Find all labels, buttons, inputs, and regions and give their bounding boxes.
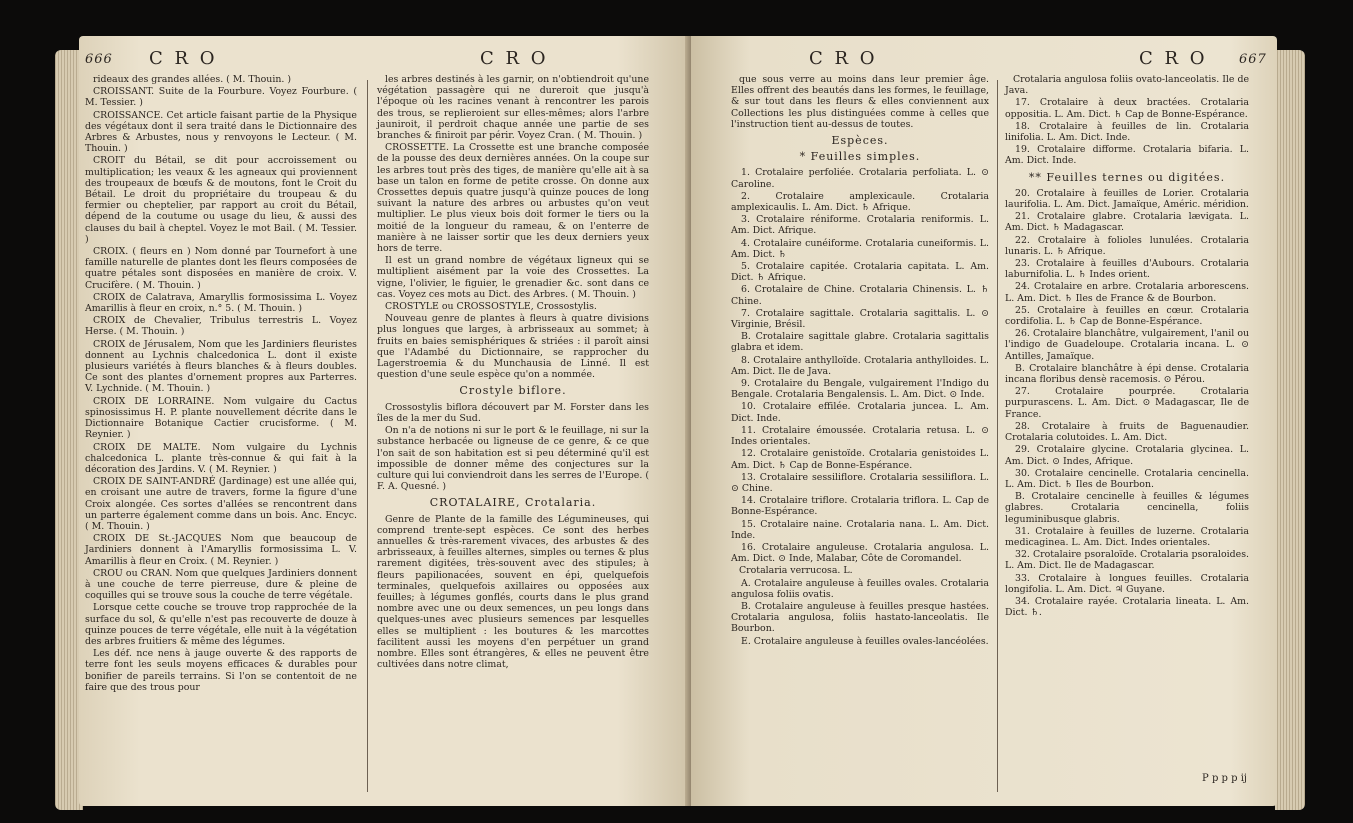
text-paragraph: 17. Crotalaire à deux bractées. Crotalaria oppositia. L. Am. Dict. ♄ Cap de Bonne-Espérance. bbox=[1005, 97, 1249, 120]
text-paragraph: 23. Crotalaire à feuilles d'Aubours. Crotalaria laburnifolia. L. ♄ Indes orient. bbox=[1005, 258, 1249, 281]
text-paragraph: 1. Crotalaire perfoliée. Crotalaria perfoliata. L. ⊙ Caroline. bbox=[731, 167, 989, 190]
right-page bbox=[691, 36, 1277, 806]
text-paragraph: B. Crotalaire blanchâtre à épi dense. Crotalaria incana floribus densè racemosis. ⊙ Pérou. bbox=[1005, 362, 1249, 386]
text-paragraph: CROIX. ( fleurs en ) Nom donné par Tournefort à une famille naturelle de plantes dont les fleurs composées de quatre pétales sont disposées en manière de croix. V. Crucifère. ( M. Thouin. ) bbox=[85, 246, 357, 291]
text-paragraph: CROIX DE MALTE. Nom vulgaire du Lychnis chalcedonica L. plante très-connue & qui fait à la décoration des Jardins. V. ( M. Reynier. ) bbox=[85, 441, 357, 475]
text-paragraph: Lorsque cette couche se trouve trop rapprochée de la surface du sol, & qu'elle n'est pas recouverte de douze à quinze pouces de terre végétale, elle nuit à la végétation des arbres fruitiers & même des légumes. bbox=[85, 602, 357, 647]
right-column-rule bbox=[997, 80, 998, 792]
left-column-2 bbox=[377, 74, 649, 671]
right-page-edges bbox=[1275, 50, 1305, 810]
text-paragraph: 32. Crotalaire psoraloïde. Crotalaria psoraloides. L. Am. Dict. Ile de Madagascar. bbox=[1005, 549, 1249, 572]
text-paragraph: que sous verre au moins dans leur premier âge. Elles offrent des beautés dans les formes, le feuillage, & sur tout dans les fleurs & elles conviennent aux Collections les plus distinguées comme à celles que l'instruction tient au-dessus de toutes. bbox=[731, 74, 989, 130]
text-paragraph: CROU ou CRAN. Nom que quelques Jardiniers donnent à une couche de terre pierreuse, dure & pleine de coquilles qui se trouve sous la couche de terre végétale. bbox=[85, 567, 357, 602]
left-column-rule bbox=[367, 80, 368, 792]
text-paragraph: CROSTYLE ou CROSSOSTYLE, Crossostylis. bbox=[385, 301, 597, 313]
text-paragraph: 19. Crotalaire difforme. Crotalaria bifaria. L. Am. Dict. Inde. bbox=[1005, 144, 1249, 167]
text-paragraph: 2. Crotalaire amplexicaule. Crotalaria amplexicaulis. L. Am. Dict. ♄ Afrique. bbox=[731, 190, 989, 214]
text-paragraph: 3. Crotalaire réniforme. Crotalaria reniformis. L. Am. Dict. Afrique. bbox=[731, 214, 989, 237]
text-paragraph: 29. Crotalaire glycine. Crotalaria glycinea. L. Am. Dict. ⊙ Indes, Afrique. bbox=[1005, 444, 1249, 467]
text-paragraph: 15. Crotalaire naine. Crotalaria nana. L. Am. Dict. Inde. bbox=[731, 518, 989, 541]
text-paragraph: Crotalaria verrucosa. L. bbox=[739, 565, 853, 577]
text-paragraph: 14. Crotalaire triflore. Crotalaria triflora. L. Cap de Bonne-Espérance. bbox=[731, 495, 989, 518]
text-paragraph: 26. Crotalaire blanchâtre, vulgairement, l'anil ou l'indigo de Guadeloupe. Crotalaria incana. L. ⊙ Antilles, Jamaïque. bbox=[1005, 328, 1249, 362]
text-paragraph: 10. Crotalaire effilée. Crotalaria juncea. L. Am. Dict. Inde. bbox=[731, 401, 989, 424]
text-paragraph: 20. Crotalaire à feuilles de Lorier. Crotalaria laurifolia. L. Am. Dict. Jamaïque, Améric. méridion. bbox=[1005, 187, 1249, 211]
text-paragraph: Genre de Plante de la famille des Légumineuses, qui comprend trente-sept espèces. Ce sont des herbes annuelles & très-rarement vivaces, des arbustes & des arbrisseaux, à feuilles alternes, simples ou ternes & plus rarement digitées, très-souvent avec des stipules; à fleurs papilionacées, souvent en épi, quelquefois terminales, quelquefois axillaires ou opposées aux feuilles; à légumes gonflés, courts dans le plus grand nombre avec une ou deux semences, un peu longs dans quelques-unes avec plusieurs semences par lesquelles elles se multiplient : les boutures & les marcottes facilitent aussi les moyens d'en perpétuer un grand nombre. Elles sont étrangères, & elles ne peuvent être cultivées dans notre climat, bbox=[377, 513, 649, 671]
left-head-word-1: C R O bbox=[149, 48, 218, 69]
text-paragraph: 31. Crotalaire à feuilles de luzerne. Crotalaria medicaginea. L. Am. Dict. Indes orientales. bbox=[1005, 525, 1249, 548]
text-paragraph: CROIX DE LORRAINE. Nom vulgaire du Cactus spinosissimus H. P. plante nouvellement décrite dans le Dictionnaire Botanique Cactier crucisforme. ( M. Reynier. ) bbox=[85, 395, 357, 441]
text-paragraph: 5. Crotalaire capitée. Crotalaria capitata. L. Am. Dict. ♄ Afrique. bbox=[731, 261, 989, 284]
text-paragraph: CROIX de Chevalier, Tribulus terrestris L. Voyez Herse. ( M. Thouin. ) bbox=[85, 315, 357, 338]
text-paragraph: Espèces. bbox=[831, 134, 889, 148]
left-head-word-2: C R O bbox=[480, 48, 549, 69]
text-paragraph: 22. Crotalaire à folioles lunulées. Crotalaria lunaris. L. ♄ Afrique. bbox=[1005, 234, 1249, 257]
text-paragraph: ** Feuilles ternes ou digitées. bbox=[1028, 170, 1226, 184]
text-paragraph: Nouveau genre de plantes à fleurs à quatre divisions plus longues que larges, à arbrisseaux au sommet; à fruits en baies semisphériques & striées : il paroît ainsi que l'Adambé du Dictionnaire, se rapprocher du Lagerstroemia & du Munchausia de Linné. Il est question d'une seule espèce qu'on a nommée. bbox=[377, 313, 649, 381]
text-paragraph: On n'a de notions ni sur le port & le feuillage, ni sur la substance herbacée ou ligneuse de ce genre, & ce que l'on sait de son habitation est si peu déterminé qu'il est impossible de donner même des conjectures sur la culture qui lui conviendroit dans les serres de l'Europe. ( F. A. Quesné. ) bbox=[377, 425, 649, 493]
text-paragraph: 24. Crotalaire en arbre. Crotalaria arborescens. L. Am. Dict. ♄ Iles de France & de Bourbon. bbox=[1005, 281, 1249, 304]
text-paragraph: CROSSETTE. La Crossette est une branche composée de la pousse des deux dernières années. On la coupe sur les arbres tout près des tiges, de manière qu'elle ait à sa base un talon en forme de petite crosse. On donne aux Crossettes depuis quatre jusqu'à quinze pouces de long suivant la nature des arbres ou arbustes qu'on veut multiplier. Le plus vieux bois doit former le tiers ou la moitié de la longueur du rameau, & on l'enterre de manière à ne laisser sortir que les deux derniers yeux hors de terre. bbox=[377, 142, 649, 255]
text-paragraph: Crossostylis biflora découvert par M. Forster dans les îles de la mer du Sud. bbox=[377, 401, 649, 424]
text-paragraph: 21. Crotalaire glabre. Crotalaria lævigata. L. Am. Dict. ♄ Madagascar. bbox=[1005, 211, 1249, 234]
text-paragraph: 27. Crotalaire pourprée. Crotalaria purpurascens. L. Am. Dict. ⊙ Madagascar, Ile de France. bbox=[1005, 386, 1249, 420]
text-paragraph: B. Crotalaire sagittale glabre. Crotalaria sagittalis glabra et idem. bbox=[731, 331, 989, 354]
text-paragraph: 25. Crotalaire à feuilles en cœur. Crotalaria cordifolia. L. ♄ Cap de Bonne-Espérance. bbox=[1005, 304, 1249, 328]
right-head-word-1: C R O bbox=[809, 48, 878, 69]
text-paragraph: 33. Crotalaire à longues feuilles. Crotalaria longifolia. L. Am. Dict. ♃ Guyane. bbox=[1005, 572, 1249, 595]
right-column-1 bbox=[731, 74, 989, 648]
text-paragraph: CROTALAIRE, Crotalaria. bbox=[429, 496, 597, 510]
text-paragraph: B. Crotalaire anguleuse à feuilles presque hastées. Crotalaria angulosa, foliis hastato-lanceolatis. Ile Bourbon. bbox=[731, 600, 989, 635]
text-paragraph: CROIX DE St.-JACQUES Nom que beaucoup de Jardiniers donnent à l'Amaryllis formosissima L. V. Amarillis à fleur en Croix. ( M. Reynier. ) bbox=[85, 533, 357, 567]
text-paragraph: E. Crotalaire anguleuse à feuilles ovales-lancéolées. bbox=[741, 635, 989, 647]
text-paragraph: Crostyle biflore. bbox=[459, 384, 567, 398]
left-page-number: 666 bbox=[85, 52, 113, 67]
text-paragraph: 12. Crotalaire genistoïde. Crotalaria genistoides L. Am. Dict. ♄ Cap de Bonne-Espérance. bbox=[731, 448, 989, 471]
text-paragraph: 30. Crotalaire cencinelle. Crotalaria cencinella. L. Am. Dict. ♄ Iles de Bourbon. bbox=[1005, 467, 1249, 490]
right-page-number: 667 bbox=[1239, 52, 1267, 67]
signature-mark: P p p p ij bbox=[1202, 773, 1247, 784]
text-paragraph: 18. Crotalaire à feuilles de lin. Crotalaria linifolia. L. Am. Dict. Inde. bbox=[1005, 120, 1249, 144]
text-paragraph: 28. Crotalaire à fruits de Baguenaudier. Crotalaria colutoides. L. Am. Dict. bbox=[1005, 420, 1249, 444]
left-running-head bbox=[85, 48, 685, 70]
text-paragraph: 8. Crotalaire anthylloïde. Crotalaria anthylloides. L. Am. Dict. Ile de Java. bbox=[731, 354, 989, 377]
text-paragraph: 34. Crotalaire rayée. Crotalaria lineata. L. Am. Dict. ♄. bbox=[1005, 595, 1249, 619]
text-paragraph: CROIT du Bétail, se dit pour accroissement ou multiplication; les veaux & les agneaux qui proviennent des troupeaux de bœufs & de moutons, font le Croit du Bétail. Le droit du propriétaire du troupeau & du fermier ou cheptelier, par rapport au croit du Bétail, dépend de la coutume ou usage du lieu, & aussi des clauses du bail à cheptel. Voyez le mot Bail. ( M. Tessier. ) bbox=[85, 155, 357, 245]
text-paragraph: CROIX DE SAINT-ANDRÉ (Jardinage) est une allée qui, en croisant une autre de travers, forme la figure d'une Croix alongée. Ces sortes d'allées se rencontrent dans un parterre également comme dans un bois. Anc. Encyc. ( M. Thouin. ) bbox=[85, 476, 357, 532]
text-paragraph: rideaux des grandes allées. ( M. Thouin. ) bbox=[93, 74, 291, 85]
text-paragraph: 13. Crotalaire sessiliflore. Crotalaria sessiliflora. L. ⊙ Chine. bbox=[731, 471, 989, 494]
text-paragraph: 4. Crotalaire cunéiforme. Crotalaria cuneiformis. L. Am. Dict. ♄ bbox=[731, 237, 989, 260]
text-paragraph: 9. Crotalaire du Bengale, vulgairement l'Indigo du Bengale. Crotalaria Bengalensis. L. Am. Dict. ⊙ Inde. bbox=[731, 378, 989, 401]
text-paragraph: 7. Crotalaire sagittale. Crotalaria sagittalis. L. ⊙ Virginie, Brésil. bbox=[731, 307, 989, 331]
text-paragraph: A. Crotalaire anguleuse à feuilles ovales. Crotalaria angulosa foliis ovatis. bbox=[731, 577, 989, 600]
text-paragraph: CROIX de Calatrava, Amaryllis formosissima L. Voyez Amarillis à fleur en croix, n.° 5. ( M. Thouin. ) bbox=[85, 291, 357, 315]
right-head-word-2: C R O bbox=[1139, 48, 1208, 69]
text-paragraph: les arbres destinés à les garnir, on n'obtiendroit qu'une végétation passagère qui ne dureroit que jusqu'à l'époque où les racines venant à rencontrer les parois des trous, se replieroient sur elles-mêmes; alors l'arbre jauniroit, il perdroit chaque année une partie de ses branches & finiroit par périr. Voyez Cran. ( M. Thouin. ) bbox=[377, 74, 649, 142]
text-paragraph: 11. Crotalaire émoussée. Crotalaria retusa. L. ⊙ Indes orientales. bbox=[731, 424, 989, 448]
text-paragraph: B. Crotalaire cencinelle à feuilles & légumes glabres. Crotalaria cencinella, foliis leguminibusque glabris. bbox=[1005, 491, 1249, 525]
open-book bbox=[55, 28, 1305, 818]
text-paragraph: * Feuilles simples. bbox=[799, 150, 921, 164]
text-paragraph: 6. Crotalaire de Chine. Crotalaria Chinensis. L. ♄ Chine. bbox=[731, 284, 989, 307]
left-column-1 bbox=[85, 74, 357, 694]
text-paragraph: Il est un grand nombre de végétaux ligneux qui se multiplient aisément par la voie des Crossettes. La vigne, l'olivier, le figuier, le grenadier &c. sont dans ce cas. Voyez ces mots au Dict. des Arbres. ( M. Thouin. ) bbox=[377, 255, 649, 300]
text-paragraph: Crotalaria angulosa foliis ovato-lanceolatis. Ile de Java. bbox=[1005, 74, 1249, 97]
text-paragraph: CROISSANCE. Cet article faisant partie de la Physique des végétaux dont il sera traité dans le Dictionnaire des Arbres & Arbustes, nous y renvoyons le Lecteur. ( M. Thouin. ) bbox=[85, 109, 357, 155]
left-page bbox=[79, 36, 691, 806]
right-running-head bbox=[739, 48, 1269, 70]
text-paragraph: CROISSANT. Suite de la Fourbure. Voyez Fourbure. ( M. Tessier. ) bbox=[85, 86, 357, 109]
text-paragraph: Les déf. nce nens à jauge ouverte & des rapports de terre font les seuls moyens efficaces & durables pour bonifier de pareils terrains. Si l'on se contentoit de ne faire que des trous pour bbox=[85, 648, 357, 693]
right-column-2 bbox=[1005, 74, 1249, 619]
text-paragraph: 16. Crotalaire anguleuse. Crotalaria angulosa. L. Am. Dict. ⊙ Inde, Malabar, Côte de Coromandel. bbox=[731, 541, 989, 565]
text-paragraph: CROIX de Jérusalem, Nom que les Jardiniers fleuristes donnent au Lychnis chalcedonica L. dont il existe plusieurs variétés à fleurs blanches & à fleurs doubles. Ce sont des plantes d'ornement propres aux Parterres. V. Lychnide. ( M. Thouin. ) bbox=[85, 338, 357, 395]
